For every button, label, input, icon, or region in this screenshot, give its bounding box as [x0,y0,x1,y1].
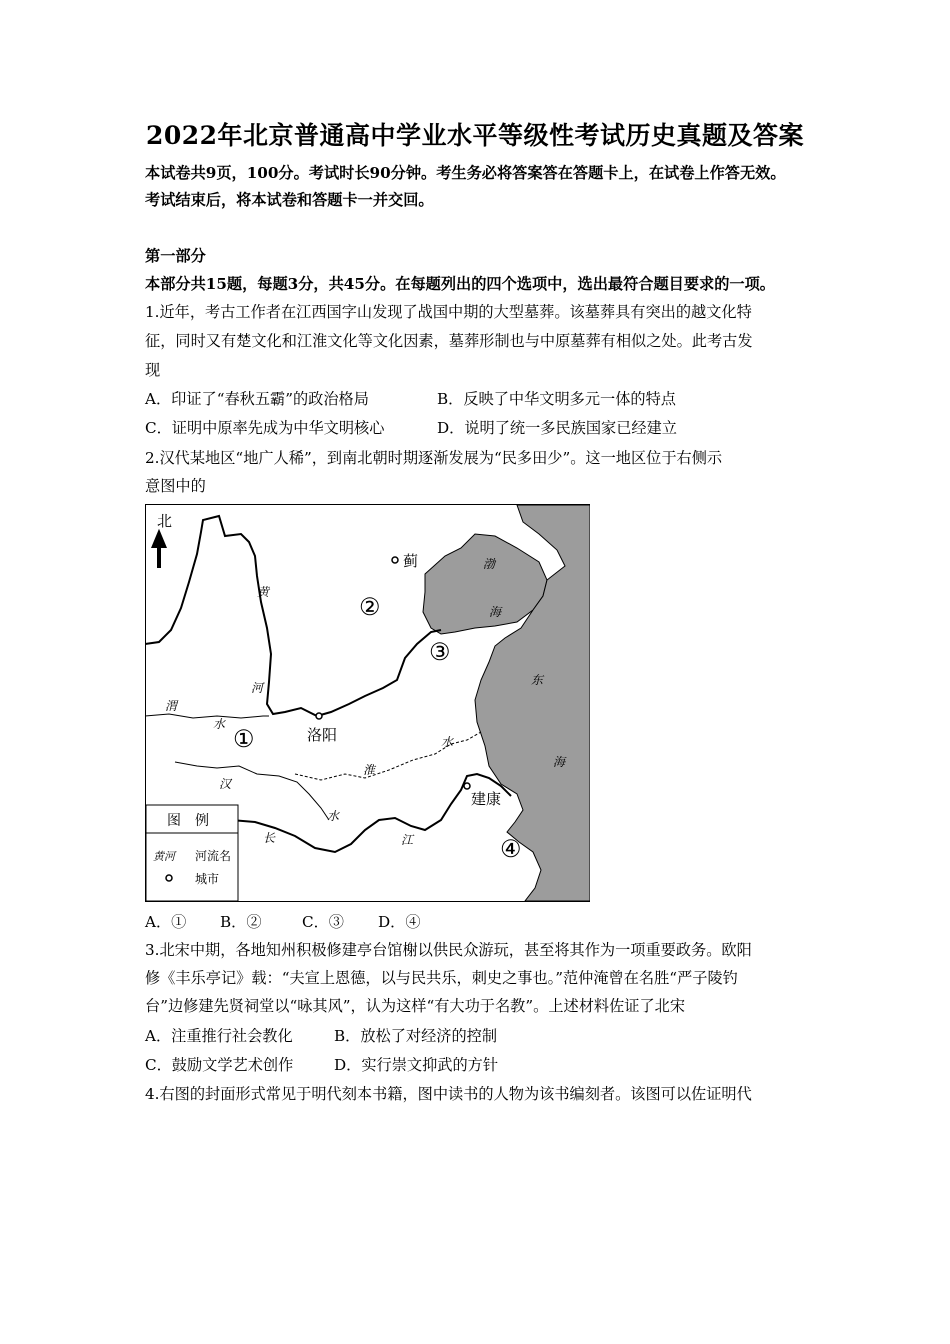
q3-line-2: 修《丰乐亭记》载：“夫宣上恩德，以与民共乐，刺史之事也。”范仲淹曾在名胜“严子陵钓 [145,969,738,987]
river-label-chang-1: 长 [263,831,276,845]
q1-option-d: D．说明了统一多民族国家已经建立 [437,419,677,437]
q1-option-a: A．印证了“春秋五霸”的政治格局 [145,390,369,408]
legend-river-name: 河流名 [195,849,232,863]
q1-line-2: 征，同时又有楚文化和江淮文化等文化因素，墓葬形制也与中原墓葬有相似之处。此考古发 [145,332,753,350]
region-mark-1: ① [233,725,255,753]
river-label-huang-2: 河 [251,681,264,695]
q3-line-1: 3.北宋中期，各地知州积极修建亭台馆榭以供民众游玩，甚至将其作为一项重要政务。欧阳 [145,941,752,959]
q2-option-a: A．① [145,913,187,931]
q3-line-3: 台”边修建先贤祠堂以“咏其风”，认为这样“有大功于名教”。上述材料佐证了北宋 [145,997,686,1015]
q3-option-c: C．鼓励文学艺术创作 [145,1056,294,1074]
q1-option-b: B．反映了中华文明多元一体的特点 [437,390,676,408]
sea-label-donghai-2: 海 [553,755,566,769]
north-label: 北 [157,512,173,530]
river-label-huai-1: 淮 [363,763,376,777]
river-label-chang-2: 江 [401,833,414,847]
sea-label-donghai-1: 东 [531,673,544,687]
river-label-wei-1: 渭 [165,699,178,713]
q2-option-d: D．④ [378,913,421,931]
q3-option-b: B．放松了对经济的控制 [334,1027,498,1045]
q1-line-1: 1.近年，考古工作者在江西国字山发现了战国中期的大型墓葬。该墓葬具有突出的越文化特 [145,303,752,321]
q2-option-c: C．③ [302,913,344,931]
q2-line-1: 2.汉代某地区“地广人稀”，到南北朝时期逐渐发展为“民多田少”。这一地区位于右侧示 [145,449,723,467]
part-title: 第一部分 [145,247,206,265]
city-marker-jiankang [464,783,470,789]
river-label-huai-2: 水 [441,735,454,749]
q2-map [145,504,590,902]
part-description: 本部分共15题，每题3分，共45分。在每题列出的四个选项中，选出最符合题目要求的一项。 [145,275,775,293]
region-mark-4: ④ [500,835,522,863]
region-mark-2: ② [359,593,381,621]
city-jiankang: 建康 [471,790,502,808]
q1-option-c: C．证明中原率先成为中华文明核心 [145,419,385,437]
q4-line-1: 4.右图的封面形式常见于明代刻本书籍，图中读书的人物为该书编刻者。该图可以佐证明代 [145,1085,752,1103]
q3-option-a: A．注重推行社会教化 [145,1027,293,1045]
q2-line-2: 意图中的 [145,477,206,495]
q1-line-3: 现 [145,361,161,379]
legend-city: 城市 [195,872,220,886]
region-mark-3: ③ [429,638,451,666]
river-label-han-2: 水 [327,809,340,823]
legend-river-sample: 黄河 [153,850,175,863]
q2-option-b: B．② [220,913,262,931]
river-label-han-1: 汉 [219,777,232,791]
city-marker-ji [392,557,398,563]
city-ji: 蓟 [403,552,419,570]
intro-line-2: 考试结束后，将本试卷和答题卡一并交回。 [145,191,434,209]
city-luoyang: 洛阳 [307,726,338,744]
intro-line-1: 本试卷共9页，100分。考试时长90分钟。考生务必将答案答在答题卡上，在试卷上作答无效。 [145,164,786,182]
document-title: 2022年北京普通高中学业水平等级性考试历史真题及答案 [145,121,805,150]
map-legend [146,805,238,901]
river-label-huang-1: 黄 [257,585,270,599]
legend-city-icon [166,875,172,881]
sea-label-bohai-1: 渤 [483,557,496,571]
q3-option-d: D．实行崇文抑武的方针 [334,1056,499,1074]
sea-label-bohai-2: 海 [489,605,502,619]
city-marker-luoyang [316,713,322,719]
legend-title: 图 例 [167,813,209,829]
river-label-wei-2: 水 [213,717,226,731]
